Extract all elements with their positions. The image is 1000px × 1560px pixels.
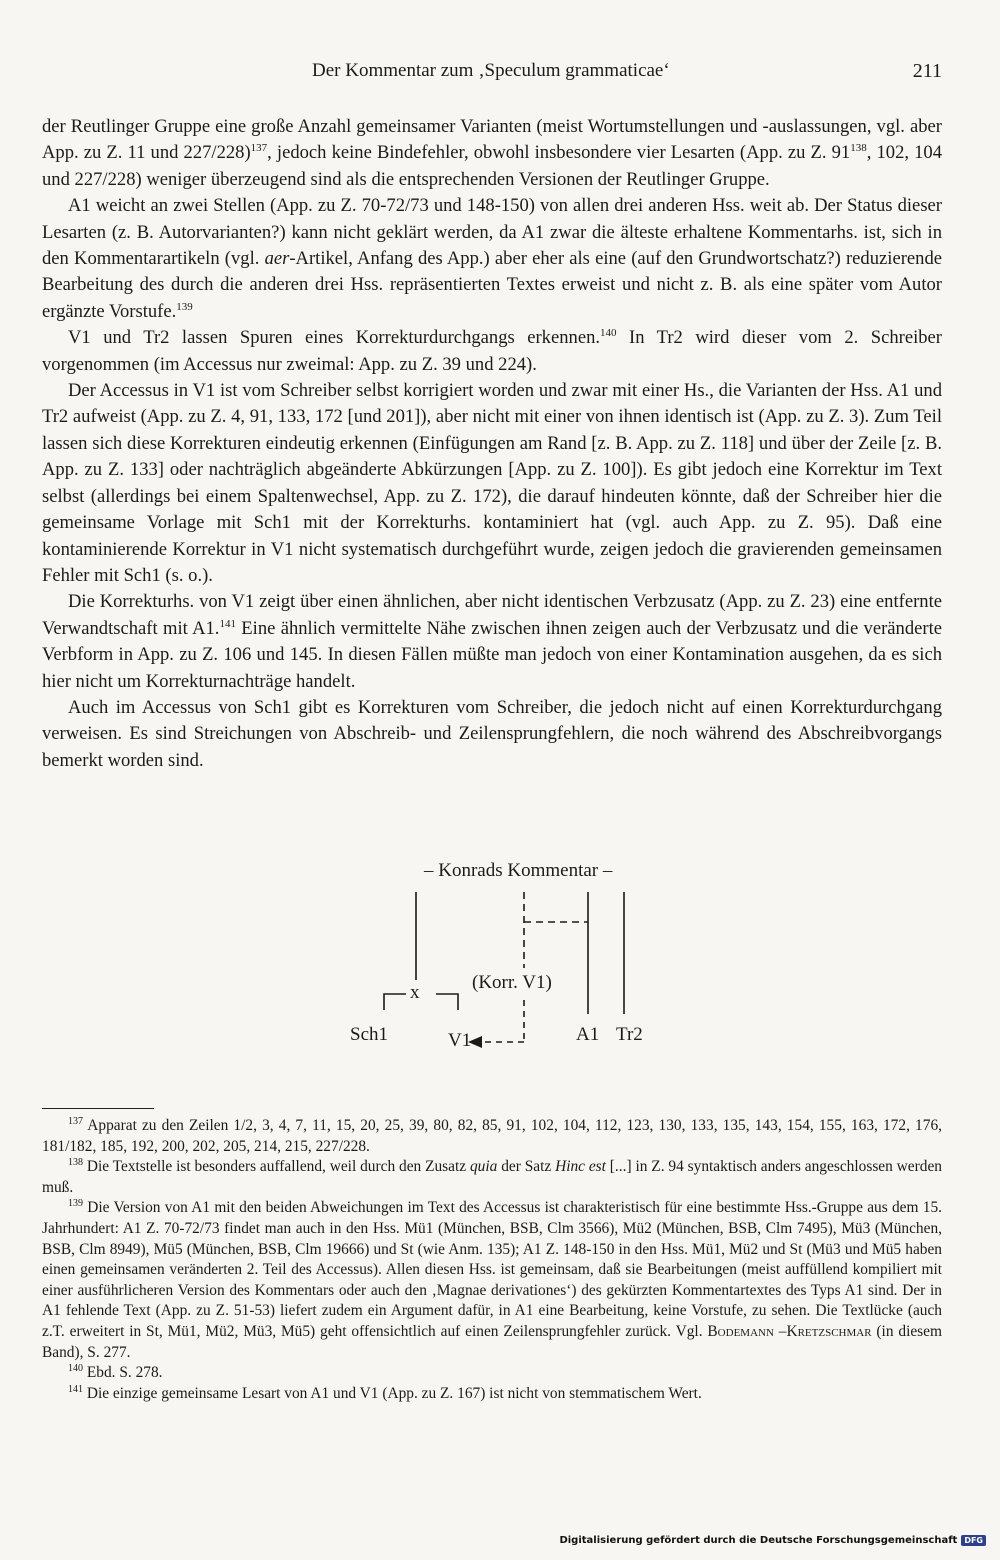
footnote-ref-137[interactable]: 137 bbox=[250, 142, 268, 155]
stemma-node-v1: V1 bbox=[448, 1030, 472, 1051]
stemma-node-x: x bbox=[410, 982, 420, 1003]
stemma-node-sch1: Sch1 bbox=[350, 1024, 388, 1045]
footnote-ref-138[interactable]: 138 bbox=[850, 142, 867, 155]
footnote-141: $^{141}$ Die einzige gemeinsame Lesart von A1 und V1 (App. zu Z. 167) ist nicht von stemmatischem Wert. bbox=[68, 1383, 702, 1402]
footnote-137: $^{137}$ Apparat zu den Zeilen 1/2, 3, 4, 7, 11, 15, 20, 25, 39, 80, 82, 85, 91, 102, 104, 112, 123, 130, 133, 135, 143, 154, 155, 163, 172, 176, 181/182, 185, 192, 200, 202, 205, 214, 215, 227/228. bbox=[42, 1116, 942, 1155]
footnotes bbox=[42, 1116, 942, 1404]
footnote-140: $^{140}$ Ebd. S. 278. bbox=[68, 1363, 163, 1382]
stemma-diagram bbox=[340, 860, 680, 1060]
page-number: 211 bbox=[912, 60, 942, 82]
body-text bbox=[42, 114, 942, 774]
paragraph-5: Die Korrekturhs. von V1 zeigt über einen ähnlichen, aber nicht identischen Verbzusatz (App. zu Z. 23) eine entfernte Verwandtschaft mit A1.$^{141}$ Eine ähnlich vermittelte Nähe zwischen ihnen zeigen auch der Verbzusatz und die veränderte Verbform in App. zu Z. 106 und 145. In diesen Fällen müßte man jedoch von einer Kontamination ausgehen, da es sich hier nicht um Korrekturnachträge handelt. bbox=[42, 591, 943, 692]
dfg-logo-icon: DFG bbox=[961, 1535, 986, 1546]
paragraph-2: A1 weicht an zwei Stellen (App. zu Z. 70-72/73 und 148-150) von allen drei anderen Hss. weit ab. Der Status dieser Lesarten (z. B. Autorvarianten?) kann nicht geklärt werden, da A1 zwar die älteste erhaltene Kommentarhs. ist, sich in den Kommentarartikeln (vgl. aer-Artikel, Anfang des App.) aber eher als eine (auf den Grundwortschatz?) reduzierende Bearbeitung des durch die anderen drei Hss. repräsentierten Textes erweist und nicht z. B. als eine später vom Autor ergänzte Vorstufe.$^{139}$ bbox=[42, 195, 942, 322]
stemma-line-v1 bbox=[436, 994, 458, 1010]
footnote-139: $^{139}$ Die Version von A1 mit den beiden Abweichungen im Text des Accessus ist charakteristisch für eine bestimmte Hss.-Gruppe aus dem 15. Jahrhundert: A1 Z. 70-72/73 findet man auch in den Hss. Mü1 (München, BSB, Clm 3566), Mü2 (München, BSB, Clm 7495), Mü3 (München, BSB, Clm 8949), Mü5 (München, BSB, Clm 19666) und St (wie Anm. 135); A1 Z. 148-150 in den Hss. Mü1, Mü2 und St (Mü3 und Mü5 haben einen gemeinsamen veränderten 2. Teil des Accessus). Allen diesen Hss. ist gemeinsam, daß sie Bearbeitungen (meist auffüllend kompiliert mit einer ausführlicheren Version des Kommentars oder auch den ‚Magnae derivationes‘) des gekürzten Kommentartextes des Typs A1 sind. Der in A1 fehlende Text (App. zu Z. 51-53) liefert zudem ein Argument dafür, in A1 eine Bearbeitung, keine Vorstufe, zu sehen. Die Textlücke (auch z.T. erweitert in St, Mü1, Mü2, Mü3, Mü5) geht offensichtlich auf einen Zeilensprungfehler zurück. Vgl. Bodemann –Kretzschmar (in diesem Band), S. 277. bbox=[42, 1198, 942, 1361]
footnote-ref-139[interactable]: 139 bbox=[176, 300, 193, 313]
stemma-node-korr: (Korr. V1) bbox=[472, 972, 552, 993]
stemma-node-tr2: Tr2 bbox=[616, 1024, 643, 1045]
footnote-rule bbox=[42, 1108, 154, 1109]
running-title: Der Kommentar zum ‚Speculum grammaticae‘ bbox=[312, 60, 670, 81]
footnote-138: $^{138}$ Die Textstelle ist besonders auffallend, weil durch den Zusatz quia der Satz Hinc est [...] in Z. 94 syntaktisch anders angeschlossen werden muß. bbox=[42, 1157, 942, 1196]
dfg-credit-text: Digitalisierung gefördert durch die Deutsche Forschungsgemeinschaft bbox=[559, 1535, 958, 1546]
page-header bbox=[42, 60, 942, 90]
dfg-credit bbox=[559, 1535, 986, 1546]
paragraph-1: der Reutlinger Gruppe eine große Anzahl gemeinsamer Varianten (meist Wortumstellungen und -auslassungen, vgl. aber App. zu Z. 11 und 227/228)$^{137}$, jedoch keine Bindefehler, obwohl insbesondere vier Lesarten (App. zu Z. $91^{138}$, 102, 104 und 227/228) weniger überzeugend sind als die entsprechenden Versionen der Reutlinger Gruppe. bbox=[42, 116, 942, 190]
paragraph-3: V1 und Tr2 lassen Spuren eines Korrekturdurchgangs erkennen.$^{140}$ In Tr2 wird dieser vom 2. Schreiber vorgenommen (im Accessus nur zweimal: App. zu Z. 39 und 224). bbox=[42, 327, 942, 375]
stemma-line-sch1 bbox=[384, 994, 406, 1010]
stemma-title: – Konrads Kommentar – bbox=[424, 860, 613, 881]
paragraph-4: Der Accessus in V1 ist vom Schreiber selbst korrigiert worden und zwar mit einer Hs., die Varianten der Hss. A1 und Tr2 aufweist (App. zu Z. 4, 91, 133, 172 [und 201]), aber nicht mit einer von ihnen identisch ist (App. zu Z. 3). Zum Teil lassen sich diese Korrekturen eindeutig erkennen (Einfügungen am Rand [z. B. App. zu Z. 118] und über der Zeile [z. B. App. zu Z. 133] oder nachträglich abgeänderte Abkürzungen [App. zu Z. 100]). Es gibt jedoch eine Korrektur im Text selbst (allerdings bei einem Spaltenwechsel, App. zu Z. 172), die darauf hindeuten könnte, daß der Schreiber hier die gemeinsame Vorlage mit Sch1 mit der Korrekturhs. kontaminiert hat (vgl. auch App. zu Z. 95). Daß eine kontaminierende Korrektur in V1 nicht systematisch durchgeführt wurde, zeigen jedoch die gravierenden gemeinsamen Fehler mit Sch1 (s. o.). bbox=[42, 380, 942, 586]
footnote-ref-140[interactable]: 140 bbox=[600, 327, 617, 340]
paragraph-6: Auch im Accessus von Sch1 gibt es Korrekturen vom Schreiber, die jedoch nicht auf einen Korrekturdurchgang verweisen. Es sind Streichungen von Abschreib- und Zeilensprungfehlern, die noch während des Abschreibvorgangs bemerkt worden sind. bbox=[42, 696, 942, 771]
stemma-node-a1: A1 bbox=[576, 1024, 600, 1045]
footnote-ref-141[interactable]: 141 bbox=[219, 617, 236, 630]
